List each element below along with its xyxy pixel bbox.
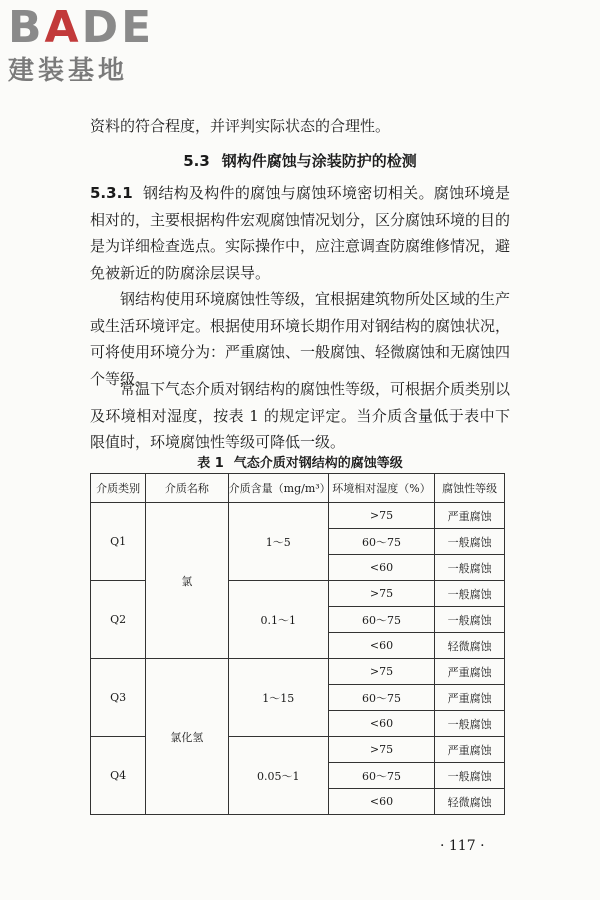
content-cell: 1～15: [228, 659, 328, 737]
paragraph-5-3-1: [90, 180, 510, 286]
humidity-cell: <60: [328, 789, 434, 815]
grade-cell: 严重腐蚀: [435, 503, 505, 529]
humidity-cell: <60: [328, 633, 434, 659]
table-row: [91, 503, 505, 529]
humidity-cell: 60～75: [328, 607, 434, 633]
humidity-cell: 60～75: [328, 529, 434, 555]
logo-brand: BADE: [8, 2, 155, 53]
header-content: 介质含量（mg/m³）: [228, 474, 328, 503]
grade-cell: 严重腐蚀: [435, 659, 505, 685]
grade-cell: 一般腐蚀: [435, 763, 505, 789]
humidity-cell: >75: [328, 659, 434, 685]
medium-name-cell: 氯化氢: [146, 659, 228, 815]
logo-subtitle: 建装基地: [8, 56, 129, 86]
grade-cell: 一般腐蚀: [435, 555, 505, 581]
table-header-row: [91, 474, 505, 503]
table-caption: [0, 452, 600, 471]
category-cell: Q3: [91, 659, 146, 737]
content-cell: 0.05～1: [228, 737, 328, 815]
humidity-cell: >75: [328, 581, 434, 607]
header-category: 介质类别: [91, 474, 146, 503]
header-medium-name: 介质名称: [146, 474, 228, 503]
header-humidity: 环境相对湿度（%）: [328, 474, 434, 503]
grade-cell: 轻微腐蚀: [435, 789, 505, 815]
grade-cell: 一般腐蚀: [435, 607, 505, 633]
humidity-cell: >75: [328, 503, 434, 529]
medium-name-cell: 氯: [146, 503, 228, 659]
continued-text-line: 资料的符合程度，并评判实际状态的合理性。: [90, 117, 391, 135]
table-number: 表 1: [197, 456, 224, 471]
paragraph-text: 钢结构使用环境腐蚀性等级，宜根据建筑物所处区域的生产或生活环境评定。根据使用环境长期作用对钢结构的腐蚀状况，可将使用环境分为：严重腐蚀、一般腐蚀、轻微腐蚀和无腐蚀四个等级。: [90, 290, 511, 388]
section-title: 钢构件腐蚀与涂装防护的检测: [221, 152, 417, 170]
paragraph-text: 钢结构及构件的腐蚀与腐蚀环境密切相关。腐蚀环境是相对的，主要根据构件宏观腐蚀情况划分，区分腐蚀环境的目的是为详细检查选点。实际操作中，应注意调查防腐维修情况，避免被新近的防腐涂层误导。: [90, 184, 511, 282]
header-grade: 腐蚀性等级: [435, 474, 505, 503]
humidity-cell: >75: [328, 737, 434, 763]
table-row: [91, 659, 505, 685]
content-cell: 0.1～1: [228, 581, 328, 659]
grade-cell: 严重腐蚀: [435, 685, 505, 711]
corrosion-grade-table: [90, 473, 505, 815]
table-title: 气态介质对钢结构的腐蚀等级: [233, 456, 403, 471]
category-cell: Q2: [91, 581, 146, 659]
humidity-cell: <60: [328, 555, 434, 581]
paragraph-text: 常温下气态介质对钢结构的腐蚀性等级，可根据介质类别以及环境相对湿度，按表 1 的规定评定。当介质含量低于表中下限值时，环境腐蚀性等级可降低一级。: [90, 380, 511, 451]
category-cell: Q1: [91, 503, 146, 581]
paragraph-gaseous-media: [90, 376, 510, 456]
grade-cell: 一般腐蚀: [435, 711, 505, 737]
clause-number: 5.3.1: [90, 184, 133, 202]
humidity-cell: <60: [328, 711, 434, 737]
grade-cell: 严重腐蚀: [435, 737, 505, 763]
grade-cell: 一般腐蚀: [435, 529, 505, 555]
page-number: · 117 ·: [440, 838, 485, 854]
section-number: 5.3: [183, 152, 210, 170]
humidity-cell: 60～75: [328, 763, 434, 789]
grade-cell: 轻微腐蚀: [435, 633, 505, 659]
category-cell: Q4: [91, 737, 146, 815]
content-cell: 1～5: [228, 503, 328, 581]
humidity-cell: 60～75: [328, 685, 434, 711]
section-heading: [0, 150, 600, 171]
bade-logo: [8, 4, 188, 88]
grade-cell: 一般腐蚀: [435, 581, 505, 607]
